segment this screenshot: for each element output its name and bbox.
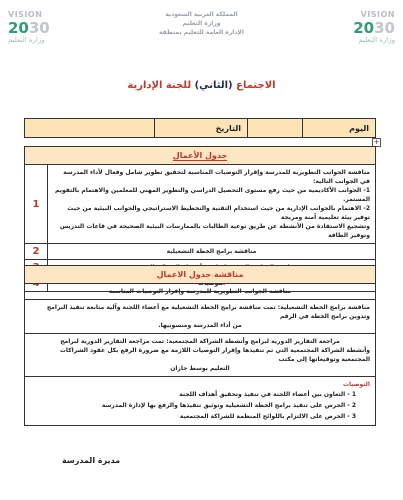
info-table (24, 118, 376, 138)
ministry-label: وزارة التعليم (358, 36, 395, 44)
title-suffix: للجنة الإدارية (127, 80, 192, 91)
agenda-row-number: 2 (25, 244, 48, 259)
recommendation-item: 3 - الحرص على الالتزام باللوائح المنظمة للشراكة المجتمعية (179, 413, 356, 420)
vision-year-b: 30 (28, 19, 50, 37)
agenda-row-text (48, 165, 375, 243)
day-label: اليوم (302, 119, 375, 137)
day-value-cell (247, 119, 302, 137)
page-title (0, 80, 403, 91)
date-label: التاريخ (154, 119, 247, 137)
recommendations-row (25, 377, 375, 425)
vision-year-a: 20 (353, 19, 375, 37)
vision-year-a: 20 (8, 19, 29, 37)
recommendation-item: 1 - التعاون بين أعضاء اللجنة في تنفيذ وتحقيق أهداف اللجنة (179, 391, 356, 398)
vision-year (8, 20, 82, 36)
agenda-line: مناقشة الجوانب التطويرية للمدرسة وإقرار التوصيات المناسبة لتحقيق تطوير شامل وفعال لأداء المدرسة في الجوانب التالية: (63, 169, 370, 185)
discussion-line: من أداء المدرسة ومنسوبيها. (158, 322, 242, 329)
vision-year (321, 20, 395, 36)
agenda-row (25, 165, 375, 244)
discussion-line: مناقشة برامج الخطة التشغيلية: تمت مناقشة برامج الخطة التشغيلية مع أعضاء اللجنة وآلية متابعة تنفيذ البرامج وتدوين برامج الخطة في الرقم (46, 304, 370, 320)
discussion-line: مراجعة التقارير الدورية لبرامج وأنشطة الشراكة المجتمعية: تمت مراجعة التقارير الدورية لبرامج (60, 338, 340, 345)
agenda-row-number: 1 (25, 165, 48, 243)
discussion-row (25, 300, 375, 334)
header-line: الإدارة العامة للتعليم بمنطقة (159, 29, 244, 36)
title-prefix: الاجتماع (236, 80, 276, 91)
vision-text: VISION (360, 10, 395, 19)
header-center-text (140, 10, 263, 37)
discussion-heading-text: مناقشة جدول الاعمال (156, 270, 244, 279)
vision-year-b: 30 (374, 19, 395, 37)
discussion-row (25, 284, 375, 300)
ministry-label: وزارة التعليم (8, 36, 45, 44)
discussion-row (25, 334, 375, 377)
discussion-line: التعليم بوسط جازان (170, 365, 230, 372)
discussion-row-text: مناقشة الجوانب التطويرية للمدرسة وإقرار التوصيات المناسبة (108, 288, 292, 295)
title-middle: (الثاني) (194, 80, 233, 91)
principal-signature-label: مديرة المدرسة (62, 456, 121, 465)
table-move-handle-icon[interactable]: + (373, 138, 380, 146)
vision-text: VISION (8, 10, 43, 19)
discussion-line: وأنشطة الشراكة المجتمعية التي تم تنفيذها وإقرار التوصيات اللازمة مع ضرورة الرفع بكل عقود الشراكات المجتمعية وتوقيعاتها إلى مكتب (59, 347, 370, 363)
agenda-line: 1- الجوانب الأكاديمية من حيث رفع مستوى التحصيل الدراسي والتطوير المهني للمعلمين والاهتمام بالتقويم المستمر. (54, 187, 370, 203)
header-line: المملكة العربية السعودية (165, 11, 238, 18)
recommendations-title: التوصيات (342, 381, 370, 388)
agenda-line: وتشجيع الاستفادة من الأنشطة عن طريق توعية الطالبات بالممارسات البيئية الصحيحة في قاعات التدريس وتوفير الطاقة (59, 223, 370, 239)
agenda-heading-text: جدول الأعمال (172, 151, 228, 160)
header-line: وزارة التعليم (182, 20, 221, 27)
vision-2030-logo-right (321, 10, 395, 50)
discussion-table (24, 265, 376, 426)
date-value-cell (25, 119, 154, 137)
agenda-row-text: مناقشة برامج الخطة التشغيلية (166, 248, 257, 255)
agenda-line: 2- الاهتمام بالجوانب الإدارية من حيث استخدام التقنية والتخطيط الاستراتيجي والجوانب البيئية من حيث توفير بيئة تعليمية آمنة ومريحة (67, 205, 370, 221)
recommendation-item: 2 - الحرص على تنفيذ برامج الخطة التشغيلية وتوثيق تنفيذها والرفع بها لإدارة المدرسة (101, 402, 356, 409)
agenda-heading (25, 147, 375, 165)
agenda-row (25, 244, 375, 260)
vision-2030-logo-left (8, 10, 82, 50)
discussion-heading (25, 266, 375, 284)
